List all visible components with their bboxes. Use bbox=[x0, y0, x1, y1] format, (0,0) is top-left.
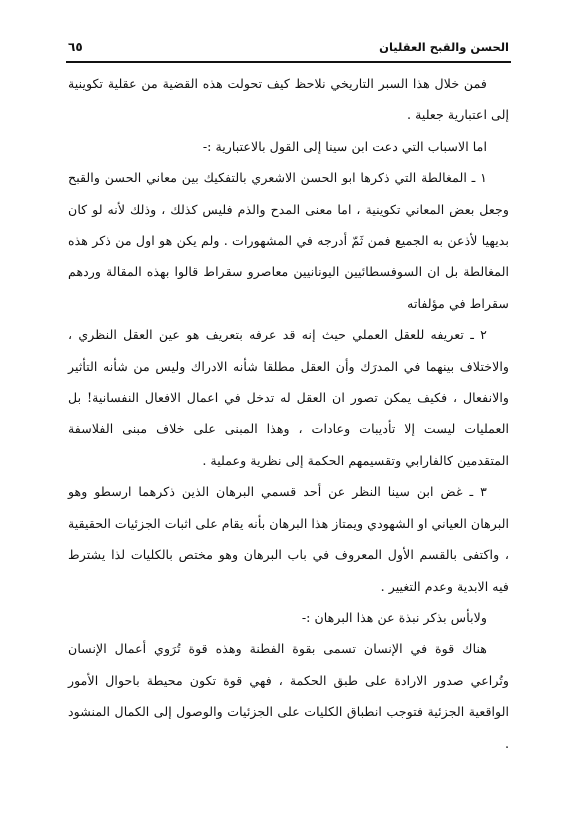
page-number: ٦٥ bbox=[68, 40, 83, 54]
paragraph-reason-2: ٢ ـ تعريفه للعقل العملي حيث إنه قد عرفه بتعريف هو عين العقل النظري ، والاختلاف بينهما في المدرَك وأن العقل مطلقا شأنه الادراك وليس من شأنه التأثير والانفعال ، فكيف يمكن تصور ان العقل له تدخل في اعمال الافعال النفسانية! بل العمليات ليست إلا تأديبات وعادات ، وهذا المبنى على خلاف مبنى الفلاسفة المتقدمين كالفارابي وتقسيمهم الحكمة إلى نظرية وعملية . bbox=[68, 327, 509, 468]
paragraph-burhan-body: هناك قوة في الإنسان تسمى بقوة الفطنة وهذه قوة تُرَوي أعمال الإنسان وتُراعي صدور الارادة على طبق الحكمة ، فهي قوة تكون محيطة باحوال الأمور الواقعية الجزئية فتوجب انطباق الكليات على الجزئيات والوصول إلى الكمال المنشود . bbox=[68, 641, 509, 751]
page-header bbox=[68, 36, 509, 58]
paragraph-reason-1: ١ ـ المغالطة التي ذكرها ابو الحسن الاشعري بالتفكيك بين معاني الحسن والقبح وجعل بعض المعاني تكوينية ، اما معنى المدح والذم فليس كذلك ، وذلك لأنه لو كان بديهيا لأذعن به الجميع فمن ثَمّ أدرجه في المشهورات . ولم يكن هو اول من ذكر هذه المغالطة بل ان السوفسطائيين اليونانيين معاصرو سقراط قالوا بهذه المقالة وردهم سقراط في مؤلفاته bbox=[68, 170, 509, 311]
paragraph-reason-3: ٣ ـ غض ابن سينا النظر عن أحد قسمي البرهان الذين ذكرهما ارسطو وهو البرهان العياني او الشهودي ويمتاز هذا البرهان بأنه يقام على اثبات الجزئيات الحقيقية ، واكتفى بالقسم الأول المعروف في باب البرهان وهو مختص بالكليات لذا يشترط فيه الابدية وعدم التغيير . bbox=[68, 484, 509, 594]
paragraph-burhan-heading: ولابأس بذكر نبذة عن هذا البرهان :- bbox=[301, 609, 487, 625]
paragraph-intro: فمن خلال هذا السبر التاريخي نلاحظ كيف تحولت هذه القضية من عقلية تكوينية إلى اعتبارية جعلية . bbox=[68, 76, 509, 123]
paragraph-reasons-heading: اما الاسباب التي دعت ابن سينا إلى القول بالاعتبارية :- bbox=[202, 138, 487, 154]
body-text bbox=[68, 68, 509, 759]
running-title: الحسن والقبح العقليان bbox=[379, 40, 509, 54]
header-rule bbox=[66, 61, 511, 63]
